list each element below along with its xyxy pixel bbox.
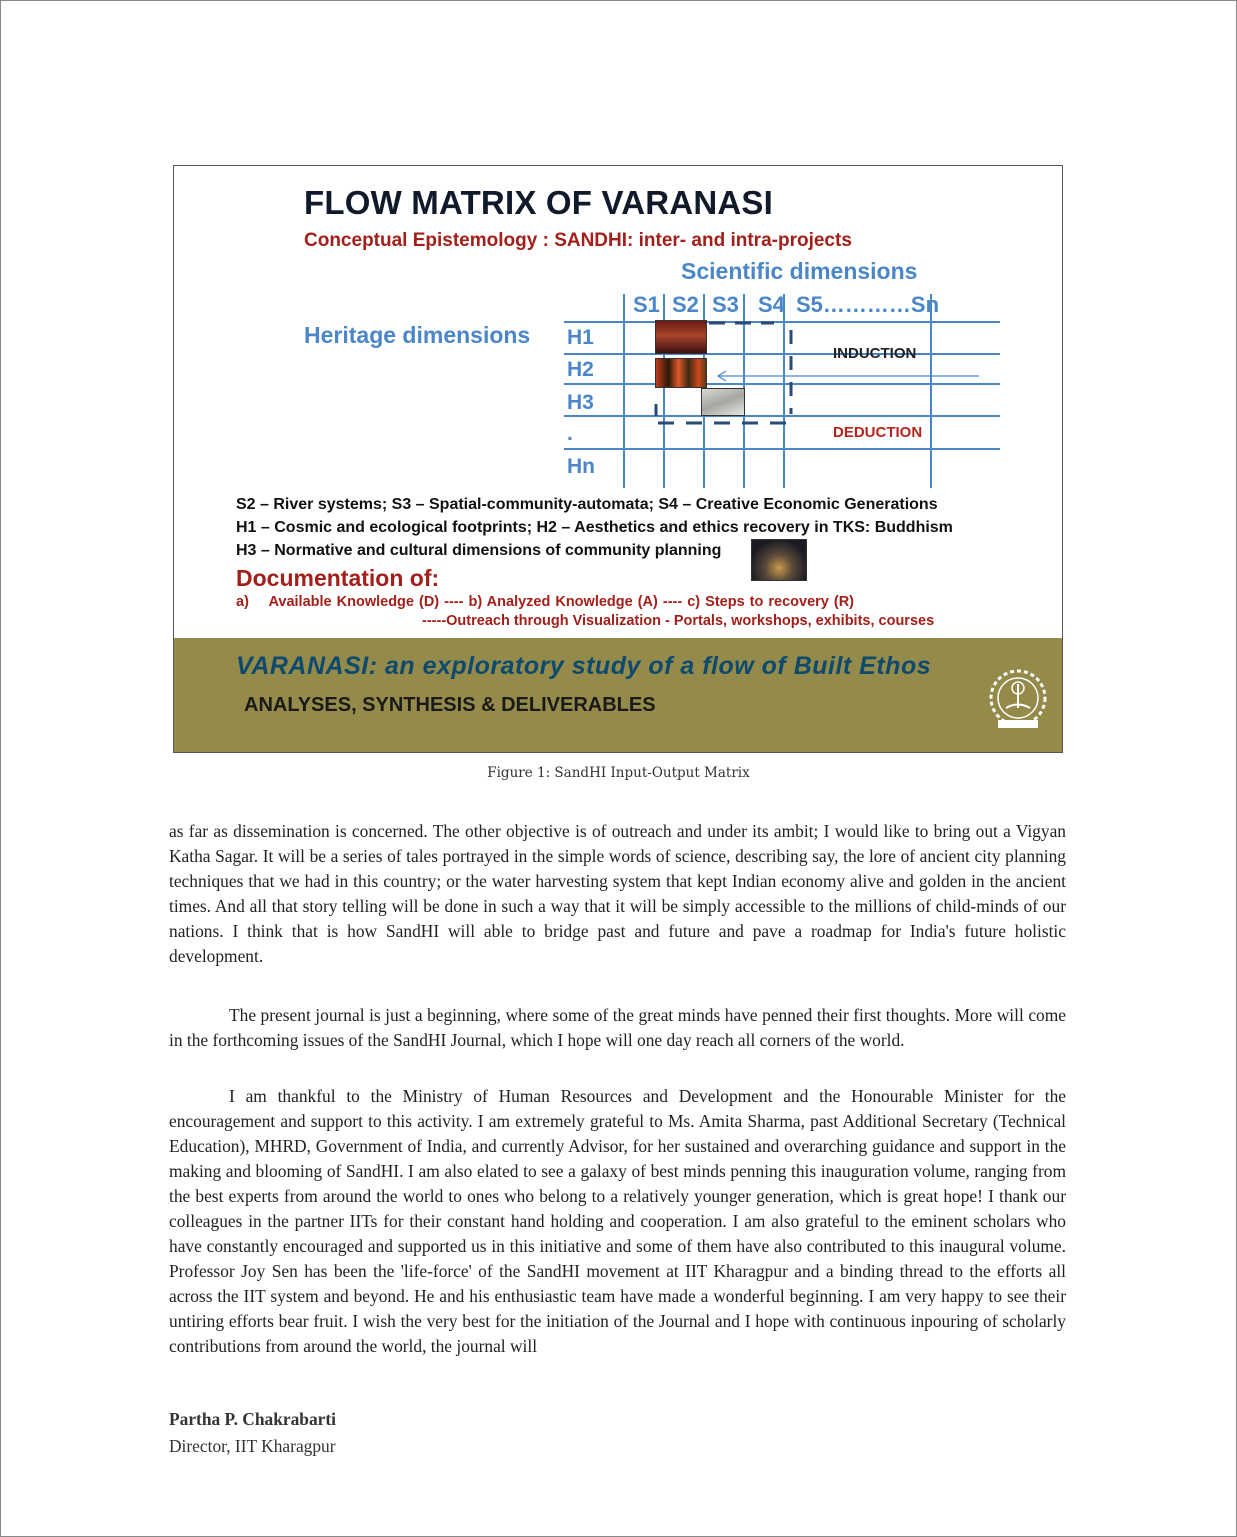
column-label-s1: S1 [633,292,660,317]
row-label-h1: H1 [567,326,594,349]
paragraph-outreach: as far as dissemination is concerned. The other objective is of outreach and under its ambit; I would like to bring out a Vigyan Katha Sagar. It will be a series of tales portrayed in the simple words of science, describing say, the lore of ancient city planning techniques that we had in this country; or the water harvesting system that kept Indian economy alive and golden in the ancient times. And all that story telling will be done in such a way that it will be simply accessible to the millions of child-minds of our nations. I think that is how SandHI will able to bridge past and future and pave a roadmap for India's future holistic development. [169,821,1066,966]
scientific-dimensions-label: Scientific dimensions [681,258,918,284]
paragraph-acknowledgements: I am thankful to the Ministry of Human Resources and Development and the Honourable Minister for the encouragement and support to this activity. I am extremely grateful to Ms. Amita Sharma, past Additional Secretary (Technical Education), MHRD, Government of India, and currently Advisor, for her sustained and overarching guidance and support in the making and blooming of SandHI. I am also elated to see a galaxy of best minds penning this inauguration volume, ranging from the best experts from around the world to ones who belong to a relatively younger generation, which is great hope! I thank our colleagues in the partner IITs for their constant hand holding and cooperation. I am also grateful to the eminent scholars who have constantly encouraged and supported us in this initiative and some of them have also contributed to this inaugural volume. Professor Joy Sen has been the 'life-force' of the SandHI movement at IIT Kharagpur and a binding thread to the efforts all across the IIT system and beyond. He and his enthusiastic team have made a wonderful beginning. I am very happy to see their untiring efforts bear fruit. I wish the very best for the initiation of the Journal and I hope with continuous inpouring of scholarly contributions from around the world, the journal will [169,1086,1066,1356]
induction-label: INDUCTION [833,345,917,362]
legend-line-s: S2 – River systems; S3 – Spatial-community-automata; S4 – Creative Economic Generations [236,496,938,513]
banner-subtitle: ANALYSES, SYNTHESIS & DELIVERABLES [244,694,656,716]
grid-horizontal-lines [564,322,1000,449]
signature-role: Director, IIT Kharagpur [169,1436,336,1456]
figure-subtitle: Conceptual Epistemology : SANDHI: inter- and intra-projects [304,230,852,251]
banner-title: VARANASI: an exploratory study of a flow of Built Ethos [236,652,932,680]
row-label-h2: H2 [567,358,594,381]
figure-caption: Figure 1: SandHI Input-Output Matrix [487,765,750,781]
paragraph-journal-beginning: The present journal is just a beginning, where some of the great minds have penned their first thoughts. More will come in the forthcoming issues of the SandHI Journal, which I hope will one day reach all corners of the world. [169,1005,1066,1050]
column-label-s4: S4 [758,292,785,317]
documentation-title: Documentation of: [236,565,440,591]
signature-name: Partha P. Chakrabarti [169,1409,336,1429]
column-label-s2: S2 [672,292,699,317]
legend-line-h1-h2: H1 – Cosmic and ecological footprints; H2 – Aesthetics and ethics recovery in TKS: Buddhism [236,519,953,536]
row-label-hn: Hn [567,455,595,478]
column-label-s3: S3 [712,292,739,317]
row-label-dot: . [567,422,573,445]
figure-flow-matrix [173,165,1063,753]
varanasi-ghat-photo [655,320,707,354]
induction-arrow [718,371,979,381]
aesthetics-photo [655,358,707,388]
legend-line-h3: H3 – Normative and cultural dimensions of community planning [236,542,722,559]
iit-kharagpur-logo-icon [986,668,1050,732]
community-planning-photo [701,388,745,416]
column-label-s5-sn: S5…………Sn [796,292,940,317]
figure-banner [174,638,1062,753]
night-city-photo [751,539,807,581]
documentation-items: a) Available Knowledge (D) ---- b) Analyzed Knowledge (A) ---- c) Steps to recovery (R) [236,594,854,610]
figure-title: FLOW MATRIX OF VARANASI [304,184,774,221]
heritage-dimensions-label: Heritage dimensions [304,322,531,348]
outreach-line: -----Outreach through Visualization - Portals, workshops, exhibits, courses [422,613,935,629]
deduction-label: DEDUCTION [833,424,923,441]
row-label-h3: H3 [567,391,594,414]
